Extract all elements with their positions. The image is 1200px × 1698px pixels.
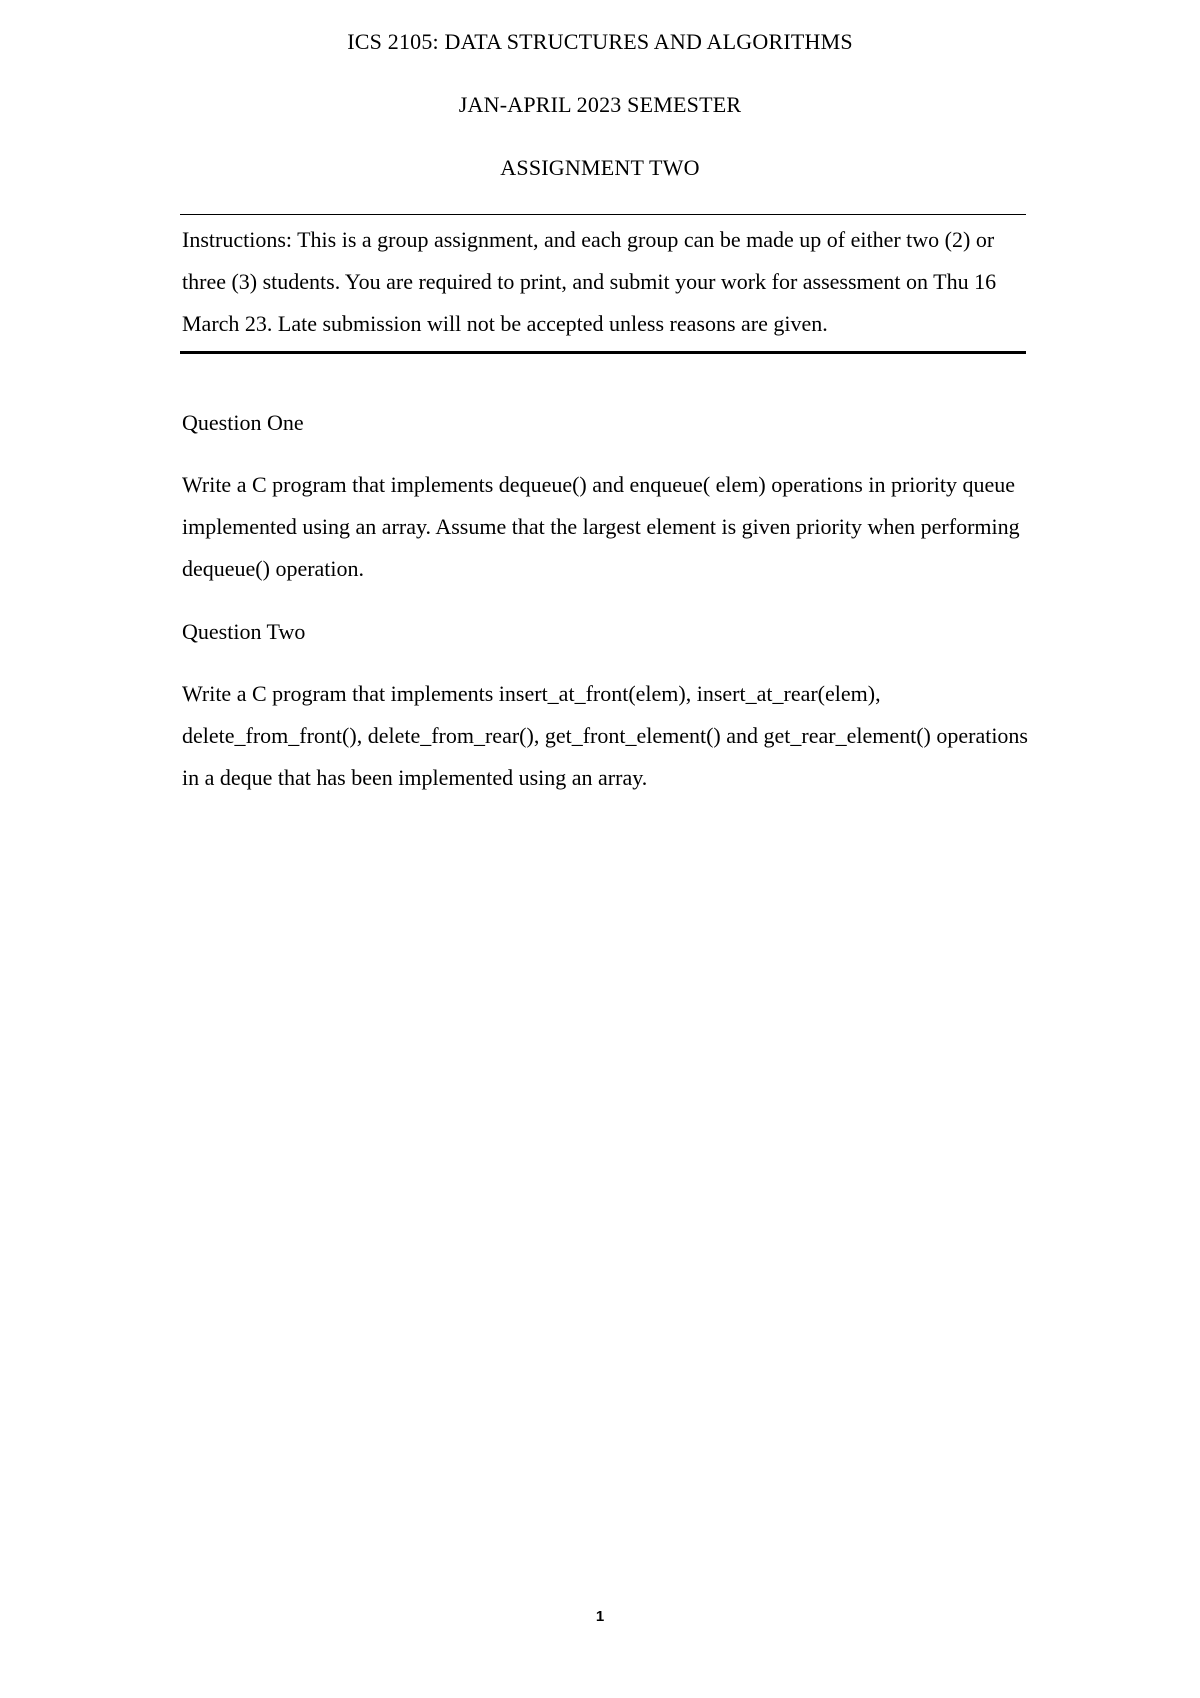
semester-heading: JAN-APRIL 2023 SEMESTER <box>458 92 742 117</box>
course-title: ICS 2105: DATA STRUCTURES AND ALGORITHMS <box>347 29 853 54</box>
question-one-body: Write a C program that implements dequeue() and enqueue( elem) operations in priority queue implemented using an array. Assume that the largest element is given priority when performing dequeue() operation. <box>182 472 1020 581</box>
instructions-box <box>180 214 1026 354</box>
page-number: 1 <box>595 1608 605 1625</box>
assignment-heading: ASSIGNMENT TWO <box>500 155 700 180</box>
question-two-title: Question Two <box>182 619 306 644</box>
question-one-title: Question One <box>182 410 304 435</box>
question-two-body: Write a C program that implements insert_at_front(elem), insert_at_rear(elem), delete_from_front(), delete_from_rear(), get_front_element() and get_rear_element() operations in a deque that has been implemented using an array. <box>182 681 1028 790</box>
instructions-text: Instructions: This is a group assignment, and each group can be made up of either two (2) or three (3) students. You are required to print, and submit your work for assessment on Thu 16 March 23. Late submission will not be accepted unless reasons are given. <box>182 227 997 336</box>
